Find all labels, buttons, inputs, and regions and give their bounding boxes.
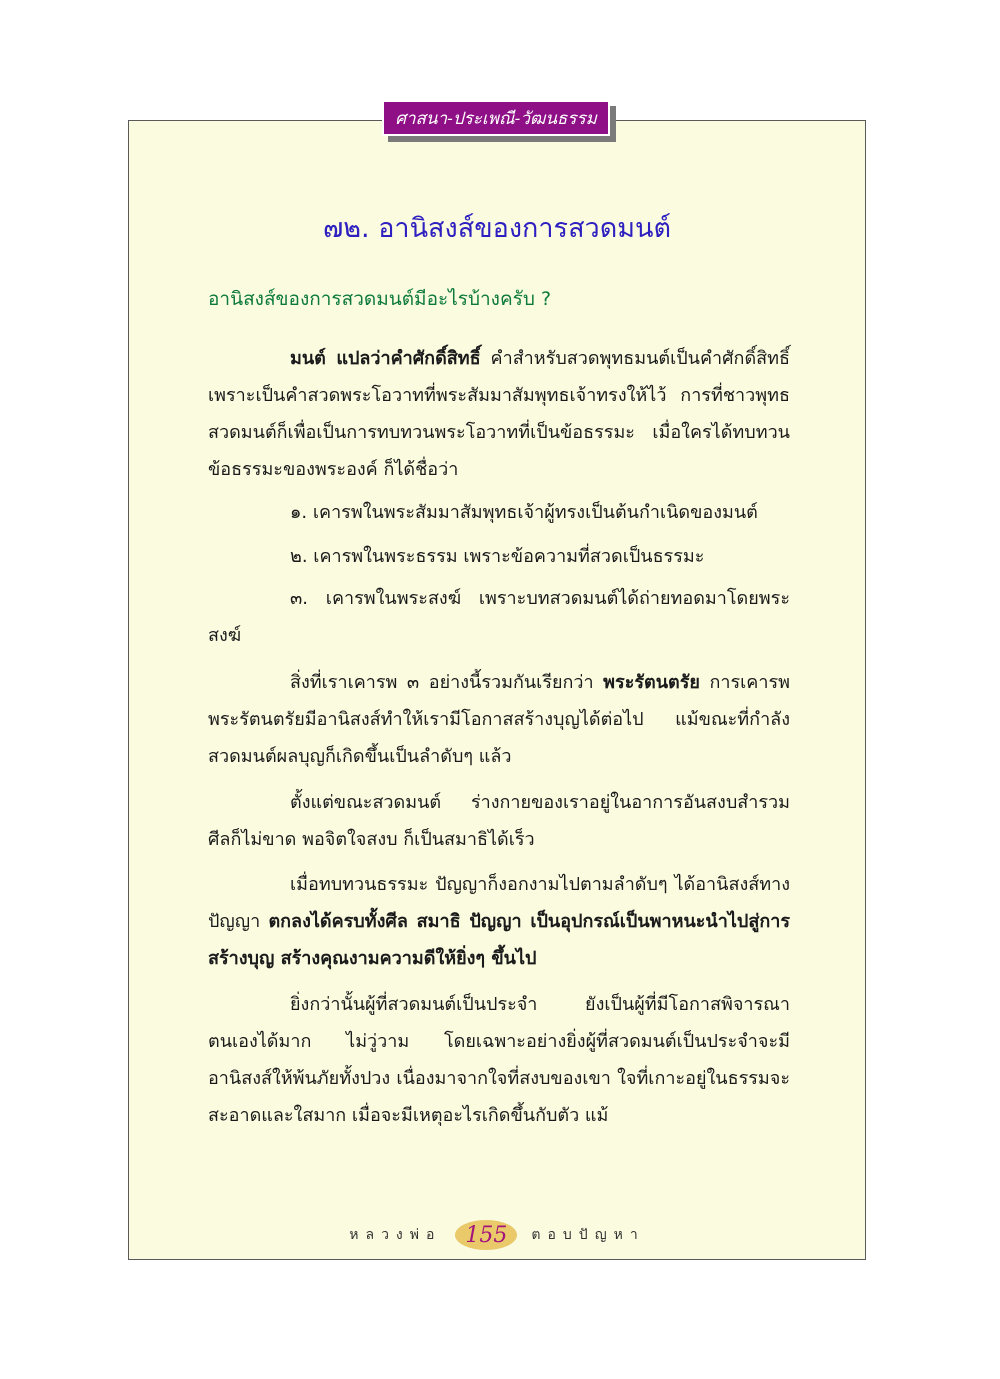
paragraph-2-bold: พระรัตนตรัย [603,672,700,693]
question-heading: อานิสงส์ของการสวดมนต์มีอะไรบ้างครับ ? [208,288,552,310]
chapter-title: ๗๒. อานิสงส์ของการสวดมนต์ [322,213,672,244]
list-item-3: ๓. เคารพในพระสงฆ์ เพราะบทสวดมนต์ได้ถ่ายทอดมาโดยพระสงฆ์ [208,588,790,646]
paragraph-1 [208,340,790,488]
list-item-2: ๒. เคารพในพระธรรม เพราะข้อความที่สวดเป็นธรรมะ [290,546,705,567]
paragraph-2 [208,664,790,775]
paragraph-4-bold: ตกลงได้ครบทั้งศีล สมาธิ ปัญญา เป็นอุปกรณ์เป็นพาหนะนำไปสู่การสร้างบุญ สร้างคุณงามความดีให้ยิ่งๆ ขึ้นไป [208,911,790,969]
footer-right-text: ตอบปัญหา [531,1227,645,1243]
page-number: 155 [455,1220,517,1250]
paragraph-3: ตั้งแต่ขณะสวดมนต์ ร่างกายของเราอยู่ในอาการอันสงบสำรวม ศีลก็ไม่ขาด พอจิตใจสงบ ก็เป็นสมาธิได้เร็ว [208,792,790,850]
paragraph-5: ยิ่งกว่านั้นผู้ที่สวดมนต์เป็นประจำ ยังเป็นผู้ที่มีโอกาสพิจารณาตนเองได้มาก ไม่วู่วาม โดยเฉพาะอย่างยิ่งผู้ที่สวดมนต์เป็นประจำจะมีอานิสงส์ให้พ้นภัยทั้งปวง เนื่องมาจากใจที่สงบของเขา ใจที่เกาะอยู่ในธรรมจะสะอาดและใสมาก เมื่อจะมีเหตุอะไรเกิดขึ้นกับตัว แม้ [208,994,790,1126]
paragraph-4-text: เมื่อทบทวนธรรมะ ปัญญาก็งอกงามไปตามลำดับๆ ได้อานิสงส์ทางปัญญา [208,874,790,932]
paragraph-2-text-a: สิ่งที่เราเคารพ ๓ อย่างนี้รวมกันเรียกว่า [290,672,604,693]
category-tag: ศาสนา-ประเพณี-วัฒนธรรม [382,100,610,136]
paragraph-1-bold: มนต์ แปลว่าคำศักดิ์สิทธิ์ [290,348,481,369]
paragraph-2-text-b: การเคารพพระรัตนตรัยมีอานิสงส์ทำให้เรามีโอกาสสร้างบุญได้ต่อไป แม้ขณะที่กำลังสวดมนต์ผลบุญก็เกิดขึ้นเป็นลำดับๆ แล้ว [208,672,790,767]
paragraph-1-text: คำสำหรับสวดพุทธมนต์เป็นคำศักดิ์สิทธิ์เพราะเป็นคำสวดพระโอวาทที่พระสัมมาสัมพุทธเจ้าทรงให้ไว้ การที่ชาวพุทธสวดมนต์ก็เพื่อเป็นการทบทวนพระโอวาทที่เป็นข้อธรรมะ เมื่อใครได้ทบทวนข้อธรรมะของพระองค์ ก็ได้ชื่อว่า [208,348,790,480]
page-footer [128,1218,866,1252]
footer-left-text: หลวงพ่อ [349,1227,442,1243]
paragraph-4 [208,866,790,977]
list-item-1: ๑. เคารพในพระสัมมาสัมพุทธเจ้าผู้ทรงเป็นต้นกำเนิดของมนต์ [290,502,758,523]
